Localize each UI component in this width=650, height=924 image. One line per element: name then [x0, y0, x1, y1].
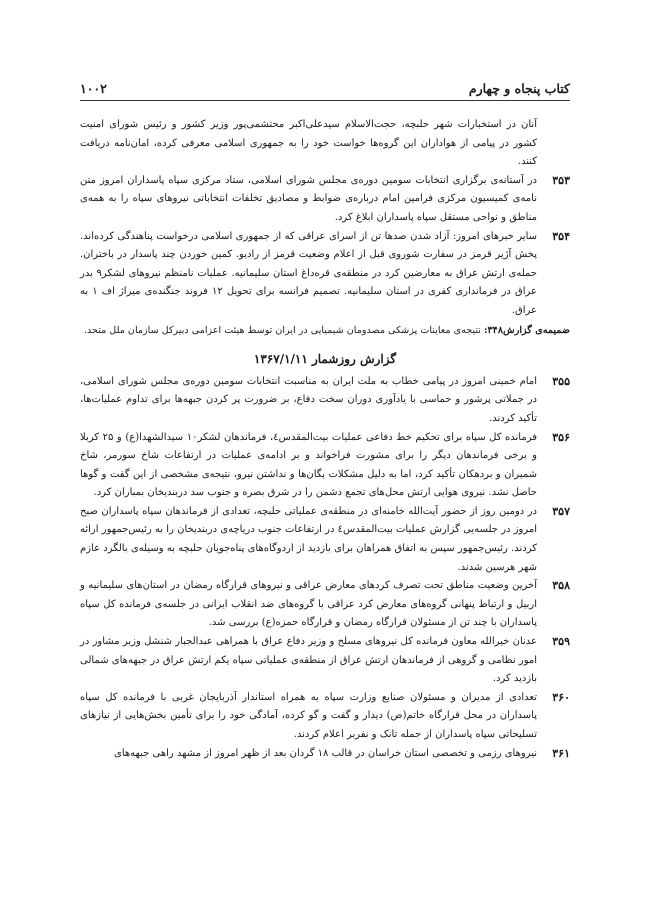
entry-360: [80, 689, 570, 745]
entry-number: ۳۵۳: [552, 173, 570, 187]
entry-number: ۳۶۰: [552, 690, 570, 704]
entry-text: نیروهای رزمی و تخصصی استان خراسان در قالب ۱۸ گردان بعد از ظهر امروز از مشهد راهی جبهه‌های: [114, 747, 537, 759]
header-divider: [80, 100, 570, 101]
entry-text: عدنان خیرالله معاون فرمانده کل نیروهای مسلح و وزیر دفاع عراق با همراهی عبدالجبار شنشل وزیر مشاور در امور نظامی و گروهی از فرماندهان ارتش عراق از منطقه‌ی عملیاتی سپاه یکم ارتش عراق در جبهه‌های شمالی بازدید کرد.: [80, 636, 537, 685]
appendix-note: [80, 322, 570, 341]
entry-number: ۳۵۶: [552, 430, 570, 444]
entry-text: در آستانه‌ی برگزاری انتخابات سومین دوره‌ی مجلس شورای اسلامی، ستاد مرکزی سپاه پاسداران امروز متن نامه‌ی کمیسیون مرکزی فرامین امام درباره‌ی ضوابط و مصادیق تخلفات انتخاباتی نیروهای سپاه را به همه‌ی مناطق و نواحی مستقل سپاه پاسداران ابلاغ کرد.: [80, 174, 537, 223]
intro-paragraph: آنان در استخبارات شهر حلبچه، حجت‌الاسلام سیدعلی‌اکبر محتشمی‌پور وزیر کشور و رئیس شورای امنیت کشور در پیامی از هواداران این گروه‌ها خواست خود را به جمهوری اسلامی معرفی کرده، امان‌نامه دریافت کنند.: [80, 119, 537, 168]
page-content: [80, 116, 570, 763]
appendix-text: نتیجه‌ی معاینات پزشکی مصدومان شیمیایی در ایران توسط هیئت اعزامی دبیرکل سازمان ملل متحد.: [83, 324, 481, 336]
report-title: گزارش روزشمار ۱۳۶۷/۱/۱۱: [253, 352, 397, 367]
entry-357: [80, 503, 570, 577]
entry-number: ۳۵۹: [552, 635, 570, 649]
entry-number: ۳۵۷: [552, 504, 570, 518]
entry-text: تعدادی از مدیران و مسئولان صنایع وزارت سپاه به همراه استاندار آذربایجان غربی با فرمانده کل سپاه پاسداران در محل قرارگاه خاتم(ص) دیدار و گفت و گو کرده، آمادگی خود را برای تأمین بخش‌هایی از نیازهای تسلیحاتی سپاه پاسداران از جمله تانک و نفربر اعلام کردند.: [80, 691, 537, 740]
entry-number: ۳۶۱: [552, 746, 570, 760]
entry-359: [80, 633, 570, 689]
entry-355: [80, 373, 570, 429]
entry-number: ۳۵۵: [552, 374, 570, 388]
appendix-label: ضمیمه‌ی گزارش۳۴۸:: [483, 324, 570, 336]
entry-text: آخرین وضعیت مناطق تحت تصرف کردهای معارض عراقی و نیروهای قرارگاه رمضان در استان‌های سلیمانیه و اربیل و ارتباط پنهانی گروه‌های معارض کرد عراقی با گروه‌های ضد انقلاب ایرانی در جلسه‌ی فرمانده کل سپاه پاسداران با چند تن از مسئولان قرارگاه رمضان و قرارگاه حمزه(ع) بررسی شد.: [80, 580, 537, 629]
book-title: کتاب پنجاه و چهارم: [468, 81, 570, 96]
entry-358: [80, 577, 570, 633]
running-header: [80, 74, 570, 96]
entry-356: [80, 429, 570, 503]
entry-text: در دومین روز از حضور آیت‌الله خامنه‌ای در منطقه‌ی عملیاتی حلبچه، تعدادی از فرماندهان سپاه پاسداران صبح امروز در جلسه‌یی گزارش عملیات بیت‌المقدس٤ در ارتفاعات جنوب دریاچه‌ی دربندیخان را به رئیس‌جمهور ارائه کردند. رئیس‌جمهور سپس به اتفاق همراهان برای بازدید از اردوگاه‌های پناه‌جویان حلبچه به وسیله‌ی بالگرد عازم شهر هرسین شدند.: [80, 505, 538, 573]
entry-354: [80, 228, 570, 321]
entry-text: امام خمینی امروز در پیامی خطاب به ملت ایران به مناسبت انتخابات سومین دوره‌ی مجلس شورای اسلامی، در جملاتی پرشور و حماسی با یادآوری دوران سخت دفاع، بر ضرورت پر کردن جبهه‌ها برای تداوم عملیات‌ها، تأکید کردند.: [80, 375, 537, 424]
entry-text: سایر خبرهای امروز: آزاد شدن صدها تن از اسرای عراقی که از جمهوری اسلامی درخواست پناهندگی کرده‌اند. پخش آژیر قرمز در سفارت شوروی قبل از اعلام وضعیت قرمز از رادیو. کمین خوردن چند پاسدار در باختران. حمله‌ی ارتش عراق به معارضین کرد در منطقه‌ی قره‌داغ استان سلیمانیه. عملیات نامنظم نیروهای لشکر۹ بدر عراق در فرمانداری کفری در استان سلیمانیه. تصمیم فرانسه برای تحویل ۱۲ فروند جنگنده‌ی میراژ اف ۱ به عراق.: [80, 230, 537, 316]
page-number: ۱۰۰۲: [80, 81, 107, 96]
entry-text: فرمانده کل سپاه برای تحکیم خط دفاعی عملیات بیت‌المقدس٤، فرماندهان لشکر۱۰ سیدالشهدا(ع) و ۲۵ کربلا و برخی فرماندهان دیگر را برای مشورت فراخواند و بر ادامه‌ی عملیات در ارتفاعات شاخ سورمر، شاخ شمیران و بردهکان تأکید کرد، اما به دلیل مشکلات یگان‌ها و نداشتن نیرو، نتیجه‌ی مشخصی از این گفت و گوها حاصل نشد. نیروی هوایی ارتش محل‌های تجمع دشمن را در شرق بصره و جنوب سد دربندیخان بمباران کرد.: [80, 431, 538, 499]
entry-number: ۳۵۸: [552, 579, 570, 593]
entry-361: [80, 745, 570, 764]
entry-353: [80, 172, 570, 228]
entry-number: ۳۵۴: [552, 229, 570, 243]
